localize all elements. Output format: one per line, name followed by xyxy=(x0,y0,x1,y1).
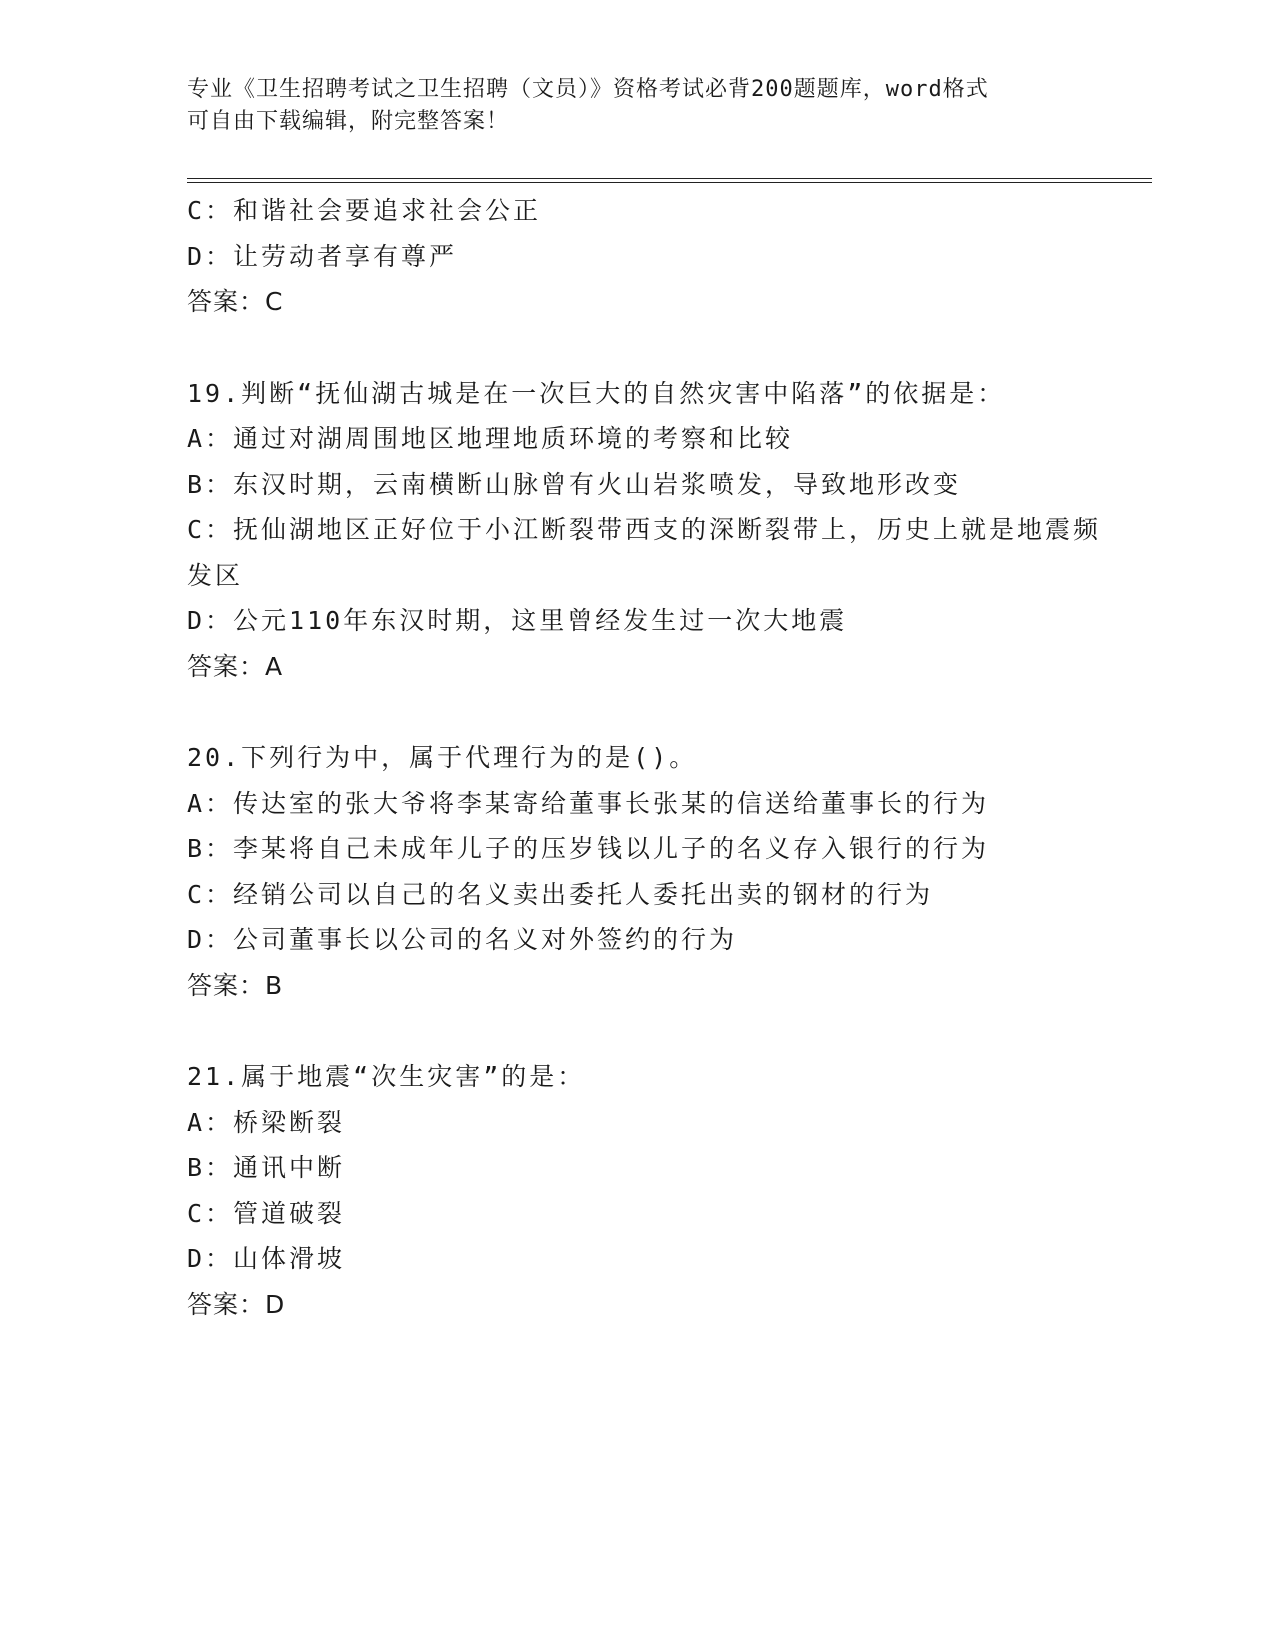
option-b: B：李某将自己未成年儿子的压岁钱以儿子的名义存入银行的行为 xyxy=(187,834,990,863)
header-line-2: 可自由下载编辑，附完整答案！ xyxy=(187,109,510,134)
question-19 xyxy=(187,371,1107,690)
header-rule-bottom xyxy=(187,182,1152,183)
answer-line: 答案：A xyxy=(187,651,284,681)
option-c: C：经销公司以自己的名义卖出委托人委托出卖的钢材的行为 xyxy=(187,879,934,909)
option-b: B：通讯中断 xyxy=(187,1153,346,1182)
option-a: A：传达室的张大爷将李某寄给董事长张某的信送给董事长的行为 xyxy=(187,788,990,818)
option-d: D：让劳动者享有尊严 xyxy=(187,241,458,271)
document-header xyxy=(187,74,1087,138)
spacer xyxy=(187,689,1107,735)
answer-line: 答案：B xyxy=(187,970,284,1000)
option-a: A：通过对湖周围地区地理地质环境的考察和比较 xyxy=(187,424,794,453)
option-d: D：山体滑坡 xyxy=(187,1244,346,1273)
option-b: B：东汉时期，云南横断山脉曾有火山岩浆喷发，导致地形改变 xyxy=(187,469,962,499)
header-rule-top xyxy=(187,178,1152,179)
option-d: D：公司董事长以公司的名义对外签约的行为 xyxy=(187,925,738,954)
spacer xyxy=(187,325,1107,371)
header-line-1: 专业《卫生招聘考试之卫生招聘（文员）》资格考试必背200题题库，word格式 xyxy=(187,77,989,102)
answer-line: 答案：C xyxy=(187,287,284,316)
question-stem: 20.下列行为中，属于代理行为的是()。 xyxy=(187,743,698,772)
option-d: D：公元110年东汉时期，这里曾经发生过一次大地震 xyxy=(187,606,848,635)
question-21 xyxy=(187,1054,1107,1327)
question-stem: 19.判断“抚仙湖古城是在一次巨大的自然灾害中陷落”的依据是： xyxy=(187,378,1006,408)
answer-line: 答案：D xyxy=(187,1289,286,1319)
question-18-continued xyxy=(187,188,1107,325)
option-c: C：和谐社会要追求社会公正 xyxy=(187,196,542,225)
option-c: C：管道破裂 xyxy=(187,1198,346,1228)
option-a: A：桥梁断裂 xyxy=(187,1107,346,1137)
spacer xyxy=(187,1008,1107,1054)
option-c: C：抚仙湖地区正好位于小江断裂带西支的深断裂带上，历史上就是地震频发区 xyxy=(187,515,1102,590)
question-stem: 21.属于地震“次生灾害”的是： xyxy=(187,1062,586,1091)
question-list xyxy=(187,188,1107,1327)
question-20 xyxy=(187,735,1107,1008)
